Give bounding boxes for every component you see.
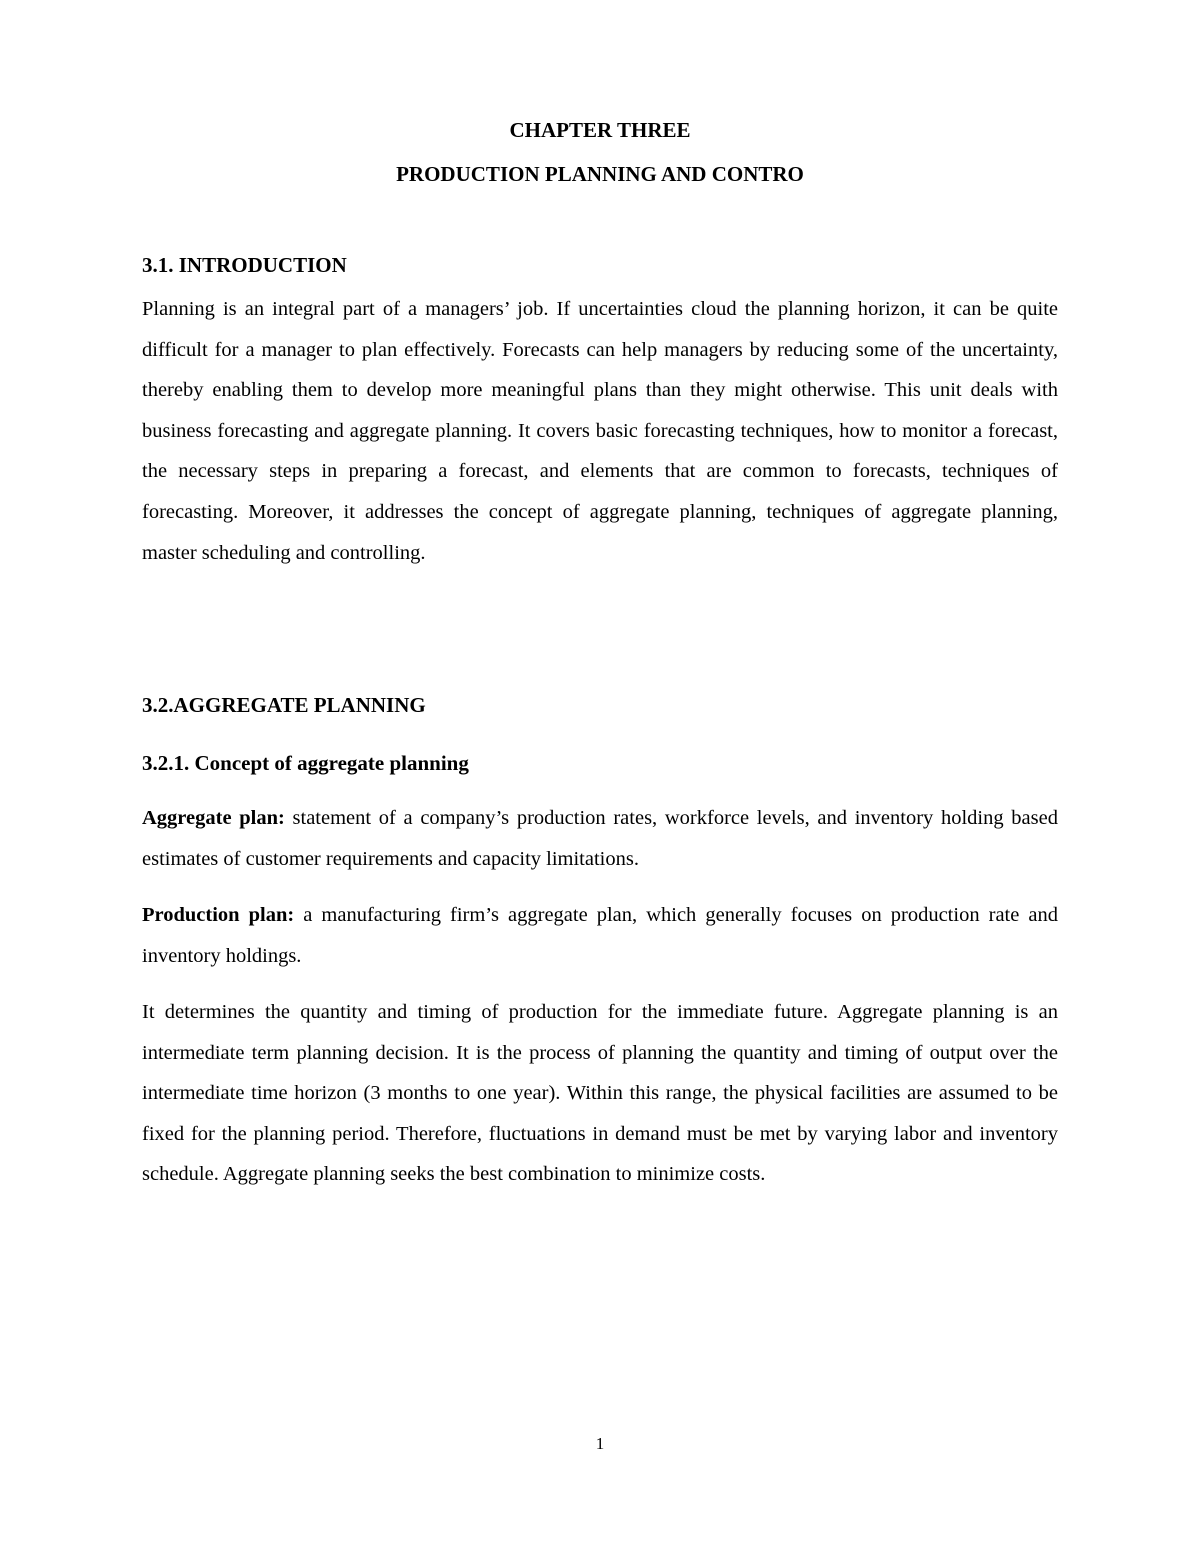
definition-production-plan: [142, 895, 1058, 976]
section-heading-introduction: 3.1. INTRODUCTION: [142, 253, 347, 277]
introduction-paragraph: Planning is an integral part of a managers’ job. If uncertainties cloud the planning horizon, it can be quite difficult for a manager to plan effectively. Forecasts can help managers by reducing some of the uncertainty, thereby enabling them to develop more meaningful plans than they might otherwise. This unit deals with business forecasting and aggregate planning. It covers basic forecasting techniques, how to monitor a forecast, the necessary steps in preparing a forecast, and elements that are common to forecasts, techniques of forecasting. Moreover, it addresses the concept of aggregate planning, techniques of aggregate planning, master scheduling and controlling.: [142, 298, 1058, 564]
chapter-title: PRODUCTION PLANNING AND CONTRO: [396, 162, 804, 186]
page-number: 1: [595, 1434, 605, 1453]
definition-text: statement of a company’s production rates, workforce levels, and inventory holding based estimates of customer requirements and capacity limitations.: [142, 807, 1058, 870]
definition-aggregate-plan: [142, 798, 1058, 879]
definition-term: Aggregate plan:: [142, 807, 285, 829]
section-heading-aggregate-planning: 3.2.AGGREGATE PLANNING: [142, 693, 426, 717]
chapter-label: CHAPTER THREE: [509, 118, 691, 142]
definition-term: Production plan:: [142, 904, 295, 926]
definition-text: a manufacturing firm’s aggregate plan, which generally focuses on production rate and inventory holdings.: [142, 904, 1058, 967]
subsection-heading-concept: 3.2.1. Concept of aggregate planning: [142, 751, 469, 775]
aggregate-planning-paragraph: It determines the quantity and timing of production for the immediate future. Aggregate planning is an intermediate term planning decision. It is the process of planning the quantity and timing of output over the intermediate time horizon (3 months to one year). Within this range, the physical facilities are assumed to be fixed for the planning period. Therefore, fluctuations in demand must be met by varying labor and inventory schedule. Aggregate planning seeks the best combination to minimize costs.: [142, 1001, 1058, 1186]
